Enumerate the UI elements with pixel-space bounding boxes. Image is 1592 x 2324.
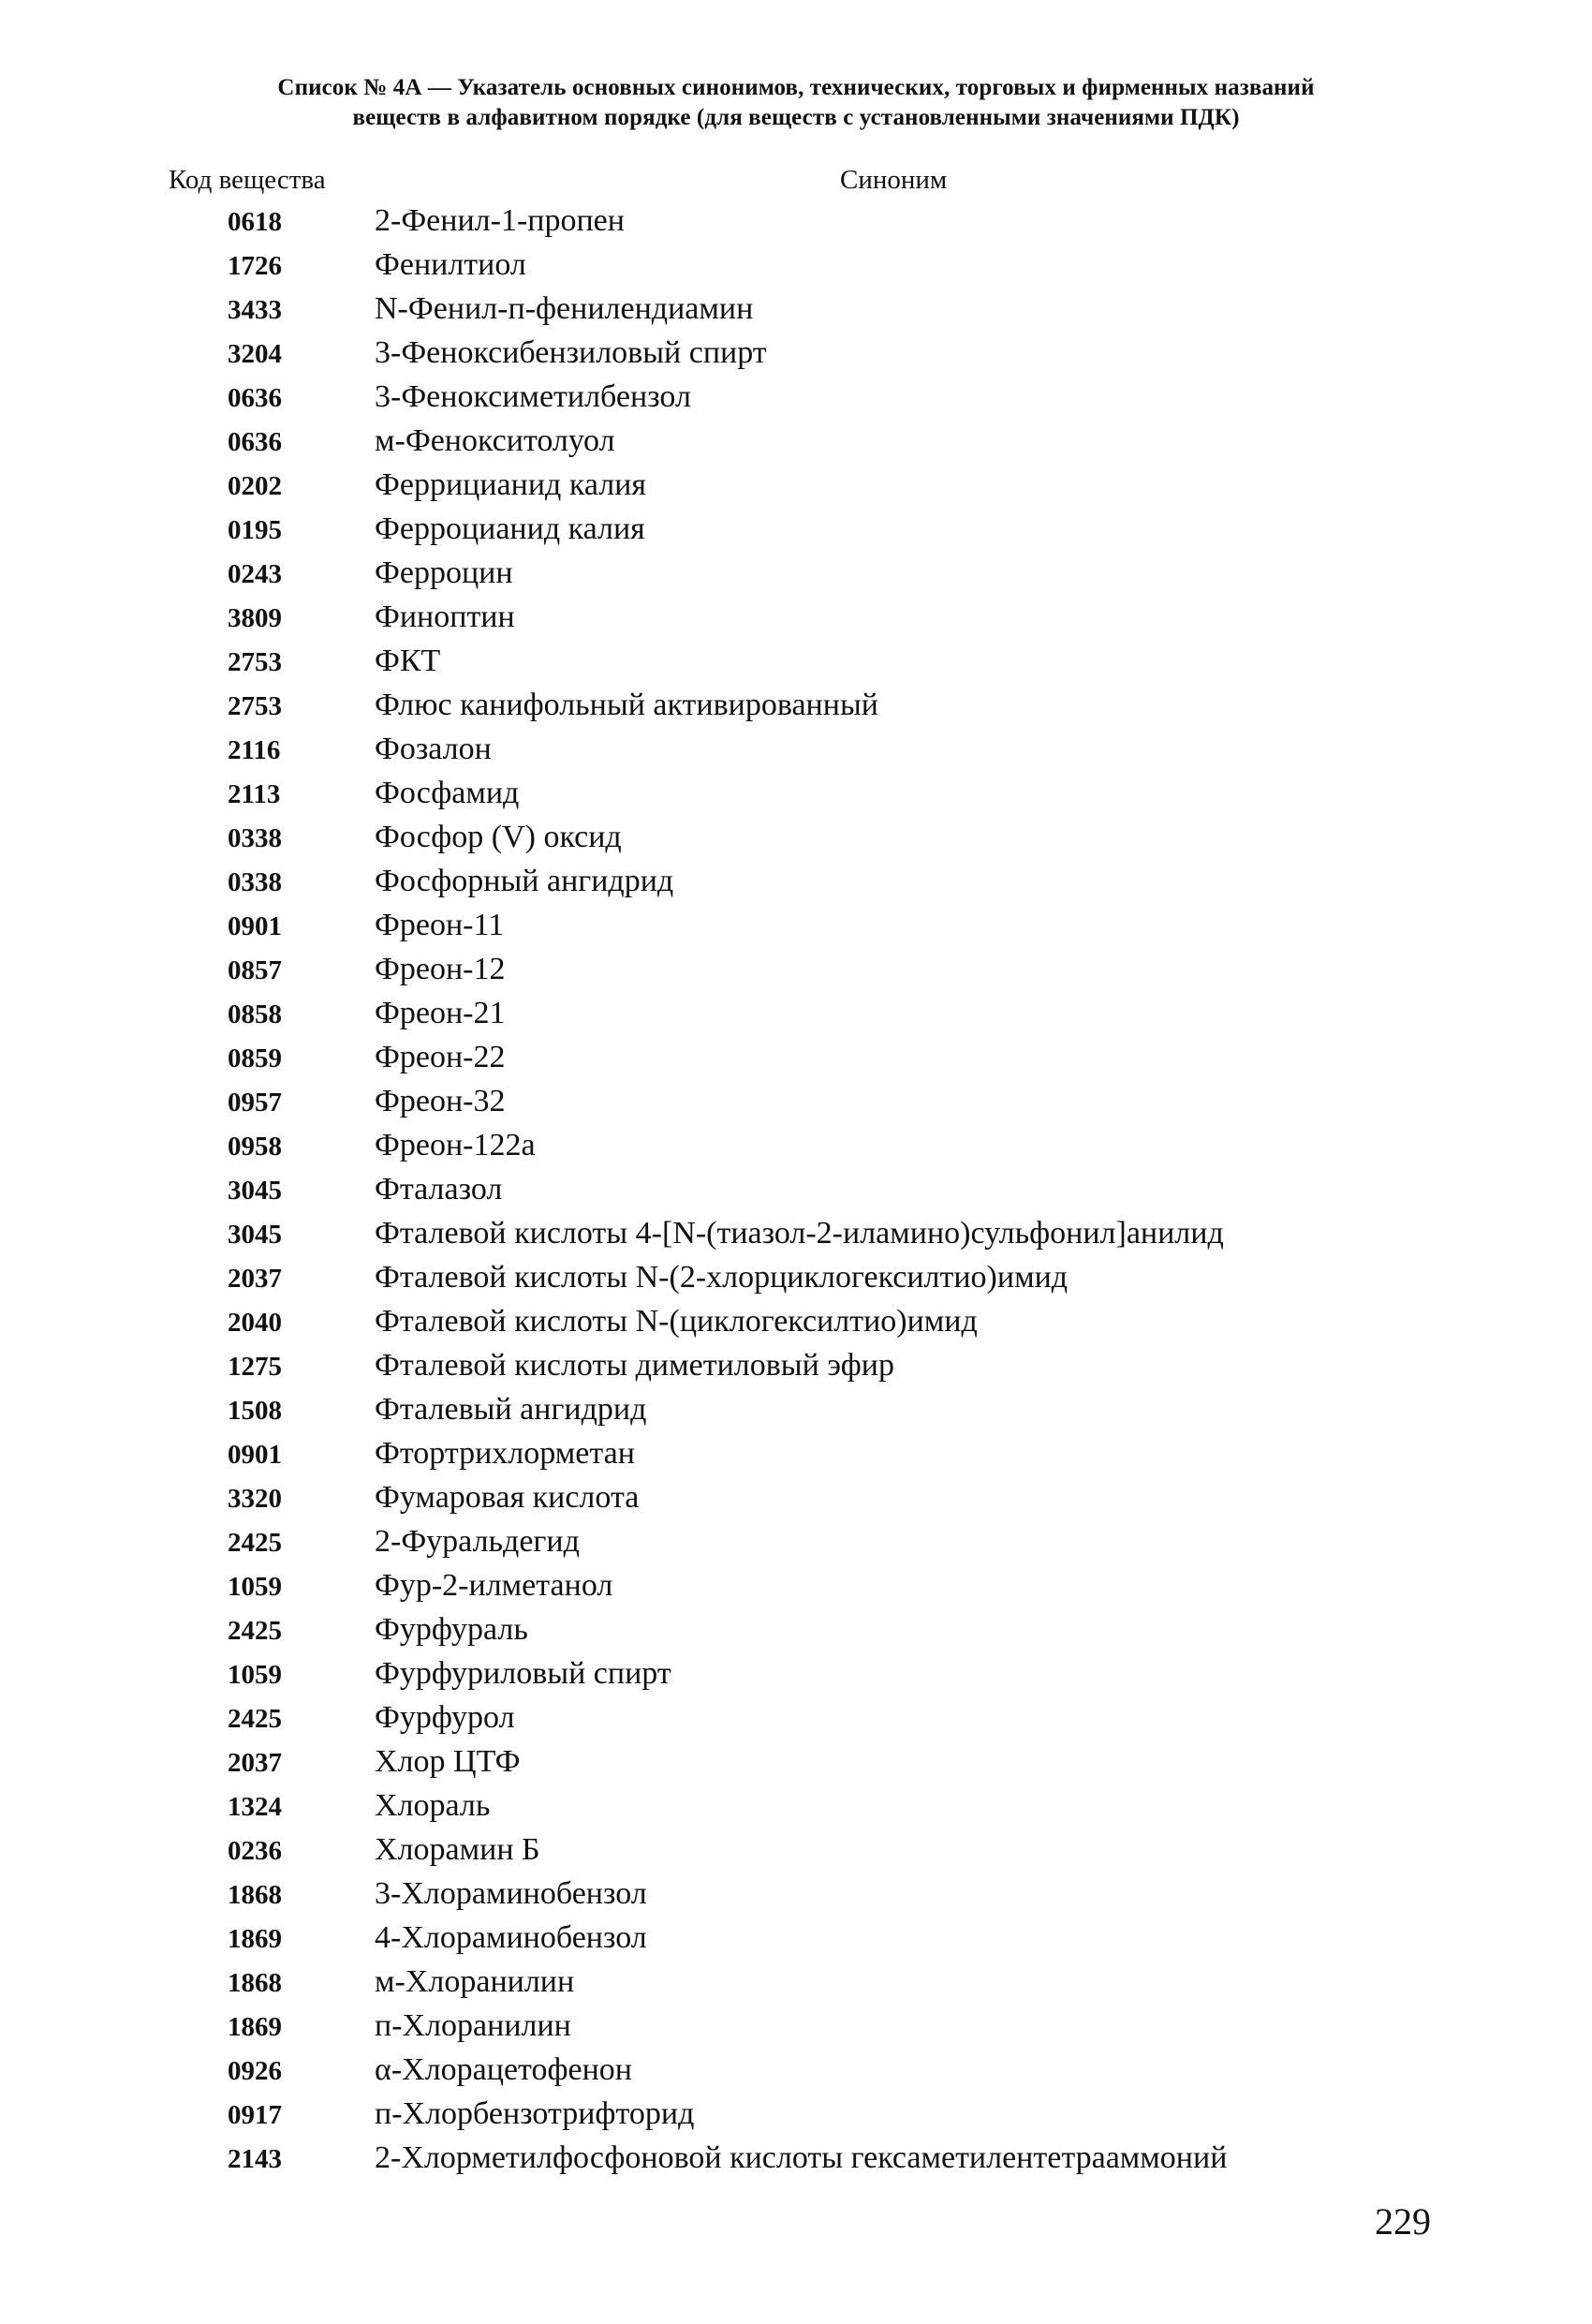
- substance-code: 3433: [228, 295, 282, 325]
- synonym-name: Фреон-32: [375, 1084, 506, 1118]
- list-item: [0, 200, 1592, 244]
- substance-code: 0858: [228, 999, 282, 1029]
- list-item: [0, 1608, 1592, 1652]
- page-title: [150, 73, 1442, 133]
- substance-code: 1324: [228, 1792, 282, 1822]
- list-item: [0, 1168, 1592, 1212]
- substance-code: 2037: [228, 1264, 282, 1294]
- synonym-name: Фталевой кислоты диметиловый эфир: [375, 1348, 894, 1383]
- list-item: [0, 244, 1592, 288]
- synonym-name: п-Хлоранилин: [375, 2008, 571, 2043]
- list-item: [0, 1432, 1592, 1476]
- list-item: [0, 1344, 1592, 1388]
- synonym-name: Фозалон: [375, 732, 492, 766]
- substance-code: 2425: [228, 1528, 282, 1558]
- list-item: [0, 332, 1592, 376]
- synonym-list: [0, 200, 1592, 2181]
- list-item: [0, 948, 1592, 992]
- synonym-name: Фталевой кислоты 4-[N-(тиазол-2-иламино)сульфонил]анилид: [375, 1216, 1224, 1251]
- substance-code: 2113: [228, 779, 281, 809]
- synonym-name: Фреон-122а: [375, 1128, 536, 1162]
- synonym-name: Фосфорный ангидрид: [375, 864, 674, 898]
- substance-code: 3320: [228, 1484, 282, 1514]
- synonym-name: 3-Хлораминобензол: [375, 1876, 647, 1911]
- synonym-name: Фтортрихлорметан: [375, 1436, 635, 1471]
- synonym-name: 4-Хлораминобензол: [375, 1920, 647, 1955]
- substance-code: 1868: [228, 1968, 282, 1998]
- synonym-name: Фталевый ангидрид: [375, 1392, 647, 1427]
- substance-code: 2425: [228, 1704, 282, 1734]
- substance-code: 1275: [228, 1352, 282, 1382]
- substance-code: 1868: [228, 1880, 282, 1910]
- list-item: [0, 2093, 1592, 2137]
- synonym-name: Фурфуриловый спирт: [375, 1656, 671, 1691]
- synonym-name: Фреон-11: [375, 908, 505, 942]
- list-item: [0, 1520, 1592, 1564]
- substance-code: 2116: [228, 735, 281, 765]
- column-header-synonym: Синоним: [840, 165, 948, 195]
- list-item: [0, 1080, 1592, 1124]
- substance-code: 2037: [228, 1748, 282, 1778]
- substance-code: 0338: [228, 867, 282, 897]
- synonym-name: Фреон-21: [375, 996, 506, 1030]
- substance-code: 0202: [228, 471, 282, 501]
- list-item: [0, 1828, 1592, 1873]
- title-line-1: Список № 4А — Указатель основных синонимов, технических, торговых и фирменных названий: [277, 75, 1315, 100]
- synonym-name: Фталевой кислоты N-(2-хлорциклогексилтио)имид: [375, 1260, 1069, 1295]
- list-item: [0, 420, 1592, 464]
- synonym-name: Финоптин: [375, 600, 515, 634]
- synonym-name: Ферроцианид калия: [375, 511, 645, 546]
- list-item: [0, 772, 1592, 816]
- substance-code: 1869: [228, 2012, 282, 2042]
- synonym-name: Фенилтиол: [375, 247, 526, 282]
- synonym-name: Флюс канифольный активированный: [375, 688, 878, 722]
- substance-code: 0957: [228, 1088, 282, 1118]
- substance-code: 0195: [228, 515, 282, 545]
- list-item: [0, 1256, 1592, 1300]
- list-item: [0, 2049, 1592, 2093]
- substance-code: 0636: [228, 427, 282, 457]
- substance-code: 1059: [228, 1660, 282, 1690]
- title-line-2: веществ в алфавитном порядке (для веществ с установленными значениями ПДК): [352, 105, 1240, 130]
- synonym-name: Феррицианид калия: [375, 467, 647, 502]
- column-header-code: Код вещества: [169, 165, 326, 195]
- synonym-name: Хлор ЦТФ: [375, 1744, 521, 1779]
- list-item: [0, 1212, 1592, 1256]
- substance-code: 0859: [228, 1044, 282, 1073]
- list-item: [0, 816, 1592, 860]
- substance-code: 3204: [228, 339, 282, 369]
- list-item: [0, 1564, 1592, 1608]
- substance-code: 0958: [228, 1132, 282, 1162]
- synonym-name: Фосфор (V) оксид: [375, 820, 622, 854]
- substance-code: 2040: [228, 1308, 282, 1338]
- synonym-name: Фур-2-илметанол: [375, 1568, 613, 1603]
- list-item: [0, 640, 1592, 684]
- synonym-name: 3-Феноксиметилбензол: [375, 379, 691, 414]
- synonym-name: Ферроцин: [375, 555, 513, 590]
- list-item: [0, 2005, 1592, 2049]
- substance-code: 2425: [228, 1616, 282, 1646]
- list-item: [0, 860, 1592, 904]
- synonym-name: Фреон-12: [375, 952, 506, 986]
- substance-code: 0901: [228, 1440, 282, 1470]
- synonym-name: Фурфурол: [375, 1700, 515, 1735]
- substance-code: 2143: [228, 2144, 282, 2174]
- synonym-name: 2-Хлорметилфосфоновой кислоты гексаметилентетрааммоний: [375, 2140, 1228, 2175]
- synonym-name: Фталевой кислоты N-(циклогексилтио)имид: [375, 1304, 978, 1339]
- list-item: [0, 728, 1592, 772]
- substance-code: 0243: [228, 559, 282, 589]
- list-item: [0, 464, 1592, 508]
- synonym-name: м-Фенокситолуол: [375, 423, 615, 458]
- substance-code: 0901: [228, 911, 282, 941]
- synonym-name: Фумаровая кислота: [375, 1480, 640, 1515]
- substance-code: 0338: [228, 823, 282, 853]
- list-item: [0, 1476, 1592, 1520]
- substance-code: 0926: [228, 2056, 282, 2086]
- list-item: [0, 1696, 1592, 1740]
- list-item: [0, 552, 1592, 596]
- synonym-name: Фреон-22: [375, 1040, 506, 1074]
- substance-code: 3045: [228, 1220, 282, 1250]
- list-item: [0, 684, 1592, 728]
- substance-code: 0236: [228, 1836, 282, 1866]
- list-item: [0, 904, 1592, 948]
- list-item: [0, 1917, 1592, 1961]
- substance-code: 0636: [228, 383, 282, 413]
- list-item: [0, 1388, 1592, 1432]
- synonym-name: 2-Фуральдегид: [375, 1524, 580, 1559]
- list-item: [0, 2137, 1592, 2181]
- list-item: [0, 1300, 1592, 1344]
- list-item: [0, 992, 1592, 1036]
- synonym-name: ФКТ: [375, 644, 441, 678]
- substance-code: 3045: [228, 1176, 282, 1206]
- synonym-name: п-Хлорбензотрифторид: [375, 2096, 695, 2131]
- synonym-name: 2-Фенил-1-пропен: [375, 203, 625, 238]
- synonym-name: Хлорамин Б: [375, 1832, 540, 1867]
- synonym-name: Хлораль: [375, 1788, 491, 1823]
- substance-code: 3809: [228, 603, 282, 633]
- substance-code: 0857: [228, 955, 282, 985]
- page-number: 229: [1375, 2200, 1431, 2243]
- substance-code: 1059: [228, 1572, 282, 1602]
- list-item: [0, 288, 1592, 332]
- list-item: [0, 1036, 1592, 1080]
- list-item: [0, 376, 1592, 420]
- synonym-name: Фталазол: [375, 1172, 503, 1206]
- synonym-name: 3-Феноксибензиловый спирт: [375, 335, 767, 370]
- list-item: [0, 1784, 1592, 1828]
- synonym-name: Фосфамид: [375, 776, 520, 810]
- substance-code: 2753: [228, 647, 282, 677]
- synonym-name: N-Фенил-п-фенилендиамин: [375, 291, 754, 326]
- list-item: [0, 1124, 1592, 1168]
- substance-code: 0917: [228, 2100, 282, 2130]
- synonym-name: Фурфураль: [375, 1612, 528, 1647]
- substance-code: 1726: [228, 251, 282, 281]
- substance-code: 0618: [228, 207, 282, 237]
- synonym-name: м-Хлоранилин: [375, 1964, 575, 1999]
- list-item: [0, 596, 1592, 640]
- list-item: [0, 1873, 1592, 1917]
- list-item: [0, 1961, 1592, 2005]
- list-item: [0, 1740, 1592, 1784]
- synonym-name: α-Хлорацетофенон: [375, 2052, 632, 2087]
- substance-code: 1869: [228, 1924, 282, 1954]
- substance-code: 2753: [228, 691, 282, 721]
- list-item: [0, 508, 1592, 552]
- list-item: [0, 1652, 1592, 1696]
- substance-code: 1508: [228, 1396, 282, 1426]
